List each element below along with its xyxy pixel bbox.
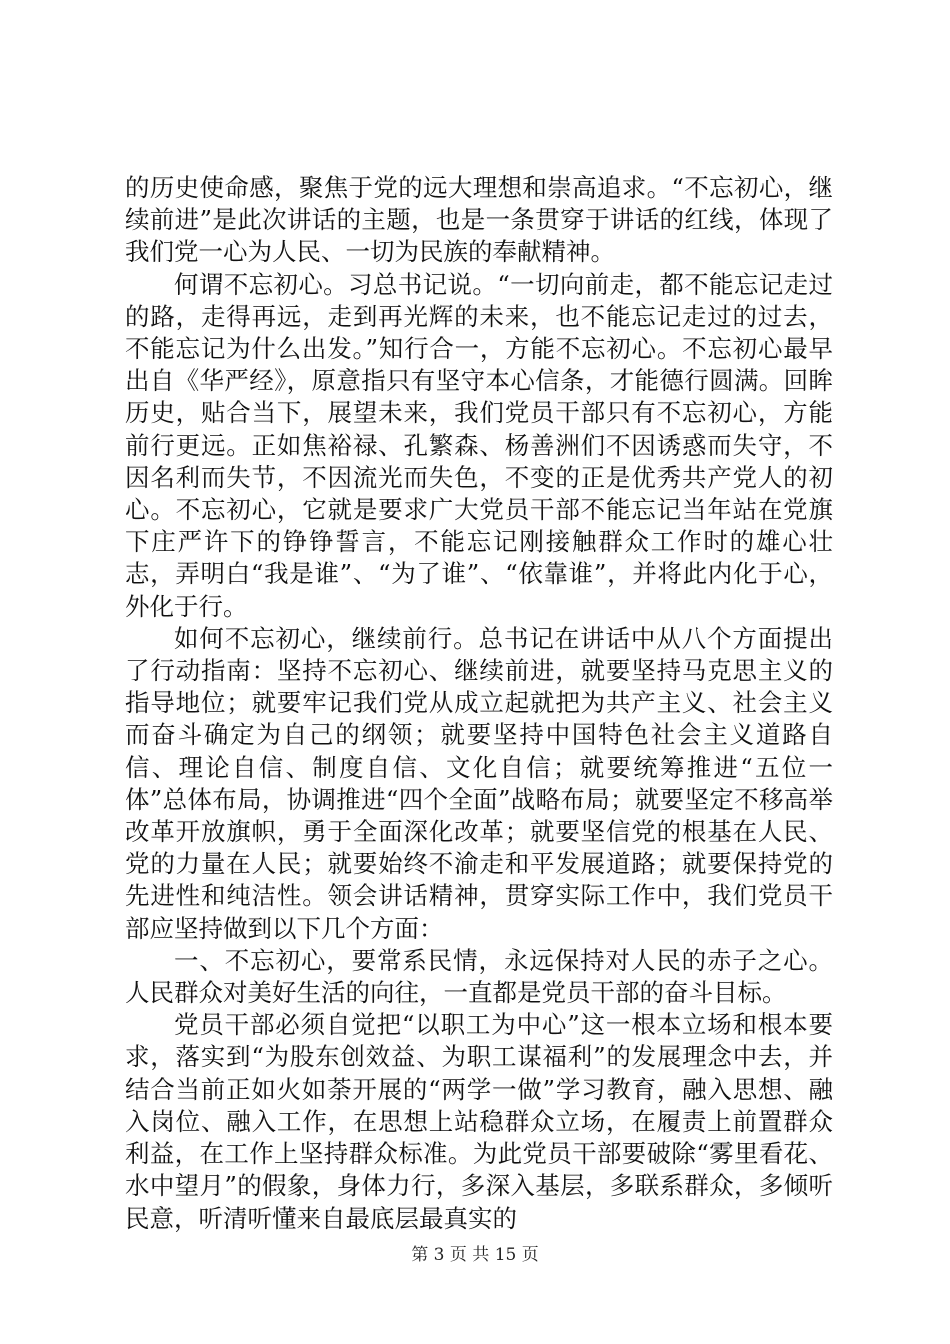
paragraph-5: 党员干部必须自觉把“以职工为中心”这一根本立场和根本要求，落实到“为股东创效益、为职工谋福利”的发展理念中去，并结合当前正如火如荼开展的“两学一做”学习教育，融入思想、融入岗位、融入工作，在思想上站稳群众立场，在履责上前置群众利益，在工作上坚持群众标准。为此党员干部要破除“雾里看花、水中望月”的假象，身体力行，多深入基层，多联系群众，多倾听民意，听清听懂来自最底层最真实的 xyxy=(125,1010,833,1233)
paragraph-4: 一、不忘初心，要常系民情，永远保持对人民的赤子之心。人民群众对美好生活的向往，一直都是党员干部的奋斗目标。 xyxy=(125,945,833,1008)
paragraph-3: 如何不忘初心，继续前行。总书记在讲话中从八个方面提出了行动指南：坚持不忘初心、继续前进，就要坚持马克思主义的指导地位；就要牢记我们党从成立起就把为共产主义、社会主义而奋斗确定为自己的纲领；就要坚持中国特色社会主义道路自信、理论自信、制度自信、文化自信；就要统筹推进“五位一体”总体布局，协调推进“四个全面”战略布局；就要坚定不移高举改革开放旗帜，勇于全面深化改革；就要坚信党的根基在人民、党的力量在人民；就要始终不渝走和平发展道路；就要保持党的先进性和纯洁性。领会讲话精神，贯穿实际工作中，我们党员干部应坚持做到以下几个方面： xyxy=(125,623,833,943)
paragraph-2: 何谓不忘初心。习总书记说。“一切向前走，都不能忘记走过的路，走得再远，走到再光辉的未来，也不能忘记走过的过去，不能忘记为什么出发。”知行合一，方能不忘初心。不忘初心最早出自《华严经》，原意指只有坚守本心信条，才能德行圆满。回眸历史，贴合当下，展望未来，我们党员干部只有不忘初心，方能前行更远。正如焦裕禄、孔繁森、杨善洲们不因诱惑而失守，不因名利而失节，不因流光而失色，不变的正是优秀共产党人的初心。不忘初心，它就是要求广大党员干部不能忘记当年站在党旗下庄严许下的铮铮誓言，不能忘记刚接触群众工作时的雄心壮志，弄明白“我是谁”、“为了谁”、“依靠谁”，并将此内化于心，外化于行。 xyxy=(125,269,833,621)
document-body xyxy=(125,172,833,1235)
page-footer xyxy=(0,1240,950,1265)
paragraph-1: 的历史使命感，聚焦于党的远大理想和崇高追求。“不忘初心，继续前进”是此次讲话的主题，也是一条贯穿于讲话的红线，体现了我们党一心为人民、一切为民族的奉献精神。 xyxy=(125,173,833,267)
page-number-label: 第 3 页 共 15 页 xyxy=(411,1245,539,1265)
